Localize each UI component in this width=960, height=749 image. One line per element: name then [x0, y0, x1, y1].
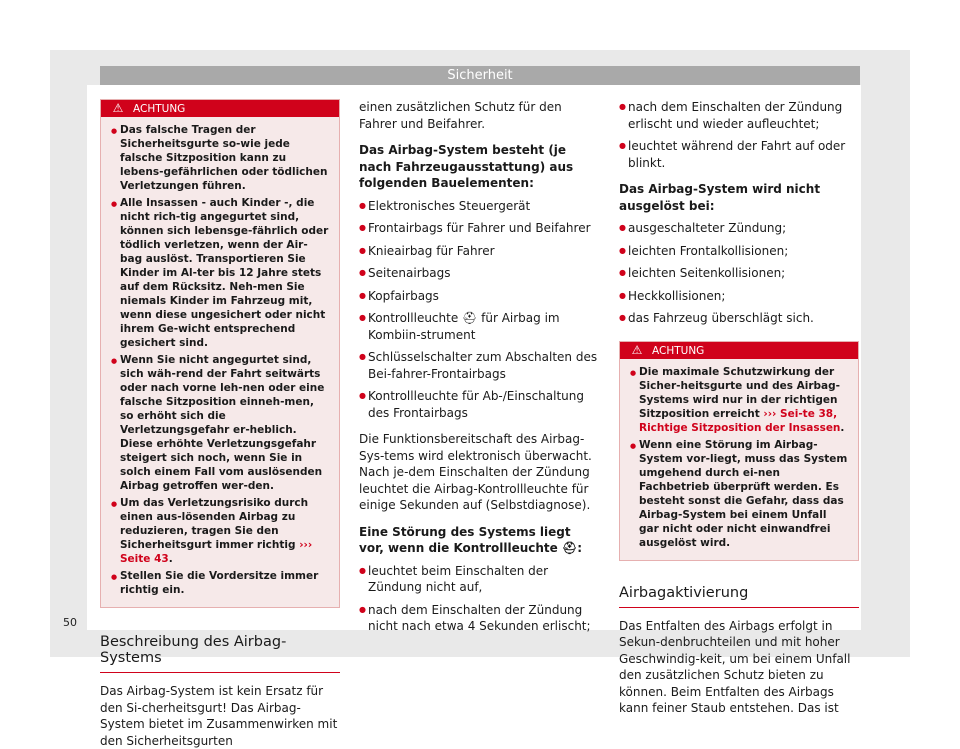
page-number: 50 [63, 616, 77, 629]
warning-item: ● Die maximale Schutzwirkung der Sicher-heitsgurte und des Airbag-Systems wird nur in der richtigen Sitzposition erreicht ››› Sei-te 38, Richtige Sitzposition der Insassen. [630, 365, 848, 435]
list-item: ● das Fahrzeug überschlägt sich. [619, 310, 859, 327]
list-item: ● leuchtet beim Einschalten der Zündung nicht auf, [359, 563, 599, 596]
list-item: ● Kopfairbags [359, 288, 599, 305]
subheading: Das Airbag-System wird nicht ausgelöst bei: [619, 182, 821, 213]
section-title: Beschreibung des Airbag-Systems [100, 634, 340, 673]
list-item: ● Kontrollleuchte ⛑ für Airbag im Kombiin-strument [359, 310, 599, 343]
airbag-warning-icon: ⛑ [561, 541, 578, 555]
column-left [100, 99, 340, 749]
paragraph: Die Funktionsbereitschaft des Airbag-Sys-tems wird elektronisch überwacht. Nach je-dem Einschalten der Zündung leuchtet die Airbag-Kontrollleuchte für einige Sekunden auf (Selbstdiagnose). [359, 432, 592, 512]
list-item: ● nach dem Einschalten der Zündung nicht nach etwa 4 Sekunden erlischt; [359, 602, 599, 635]
manual-page [87, 85, 861, 748]
warning-box [619, 341, 859, 561]
warning-body [101, 117, 339, 607]
page-link[interactable]: ››› Seite 43 [120, 539, 313, 565]
warning-label: ACHTUNG [133, 103, 186, 115]
warning-item: ● Wenn Sie nicht angegurtet sind, sich wäh-rend der Fahrt seitwärts oder nach vorne leh-nen oder eine falsche Sitzposition einneh-men, so erhöht sich die Verletzungsgefahr er-heblich. Diese erhöhte Verletzungsgefahr steigert sich noch, wenn Sie in solch einem Fall vom auslösenden Airbag getroffen wer-den. [111, 353, 329, 493]
subheading: Eine Störung des Systems liegt vor, wenn die Kontrollleuchte ⛑: [359, 524, 583, 555]
list-item: ● Heckkollisionen; [619, 288, 859, 305]
list-item: ● Kontrollleuchte für Ab-/Einschaltung des Frontairbags [359, 388, 599, 421]
list-item: ● ausgeschalteter Zündung; [619, 220, 859, 237]
warning-item: ● Wenn eine Störung im Airbag-System vor-liegt, muss das System umgehend durch ei-nen Fachbetrieb überprüft werden. Es besteht sonst die Gefahr, dass das Airbag-System bei einem Unfall gar nicht oder nicht einwandfrei ausgelöst wird. [630, 438, 848, 550]
list-item: ● Knieairbag für Fahrer [359, 243, 599, 260]
paragraph: einen zusätzlichen Schutz für den Fahrer und Beifahrer. [359, 100, 562, 131]
list-item: ● Schlüsselschalter zum Abschalten des Bei-fahrer-Frontairbags [359, 349, 599, 382]
column-right [619, 99, 859, 717]
warning-body [620, 359, 858, 560]
warning-label: ACHTUNG [652, 344, 705, 357]
chapter-header: Sicherheit [100, 66, 860, 85]
list-item: ● Frontairbags für Fahrer und Beifahrer [359, 220, 599, 237]
subheading: Das Airbag-System besteht (je nach Fahrzeugausstattung) aus folgenden Bauelementen: [359, 143, 574, 190]
warning-item: ● Das falsche Tragen der Sicherheitsgurte so-wie jede falsche Sitzposition kann zu lebens-gefährlichen oder tödlichen Verletzungen führen. [111, 123, 329, 193]
list-item: ● Seitenairbags [359, 265, 599, 282]
warning-header [620, 342, 858, 359]
warning-item: ● Um das Verletzungsrisiko durch einen aus-lösenden Airbag zu reduzieren, tragen Sie den Sicherheitsgurt immer richtig ››› Seite 43. [111, 496, 329, 566]
page-link[interactable]: ››› Sei-te 38, Richtige Sitzposition der Insassen [639, 407, 841, 434]
warning-triangle-icon: ⚠ [631, 342, 643, 357]
list-item: ● leichten Seitenkollisionen; [619, 265, 859, 282]
paragraph: Das Airbag-System ist kein Ersatz für den Si-cherheitsgurt! Das Airbag-System bietet im Zusammenwirken mit den Sicherheitsgurten [100, 684, 338, 748]
list-item: ● leichten Frontalkollisionen; [619, 243, 859, 260]
warning-item: ● Stellen Sie die Vordersitze immer richtig ein. [111, 569, 329, 597]
warning-item: ● Alle Insassen - auch Kinder -, die nicht rich-tig angegurtet sind, können sich lebensge-fährlich oder tödlich verletzen, wenn der Air-bag auslöst. Transportieren Sie Kinder im Al-ter bis 12 Jahre stets auf dem Rücksitz. Neh-men Sie niemals Kinder im Fahrzeug mit, wenn diese ungesichert oder nicht ihrem Ge-wicht entsprechend gesichert sind. [111, 196, 329, 350]
warning-header [101, 100, 339, 117]
airbag-warning-icon: ⛑ [462, 311, 478, 325]
column-middle [359, 99, 599, 635]
list-item: ● nach dem Einschalten der Zündung erlischt und wieder aufleuchtet; [619, 99, 859, 132]
warning-triangle-icon: ⚠ [112, 101, 124, 115]
warning-box [100, 99, 340, 608]
section-title: Airbagaktivierung [619, 585, 859, 608]
list-item: ● leuchtet während der Fahrt auf oder blinkt. [619, 138, 859, 171]
list-item: ● Elektronisches Steuergerät [359, 198, 599, 215]
paragraph: Das Entfalten des Airbags erfolgt in Sekun-denbruchteilen und mit hoher Geschwindig-keit, um bei einem Unfall den zusätzlichen Schutz bieten zu können. Beim Entfalten des Airbags kann feiner Staub entstehen. Das ist [619, 618, 851, 715]
